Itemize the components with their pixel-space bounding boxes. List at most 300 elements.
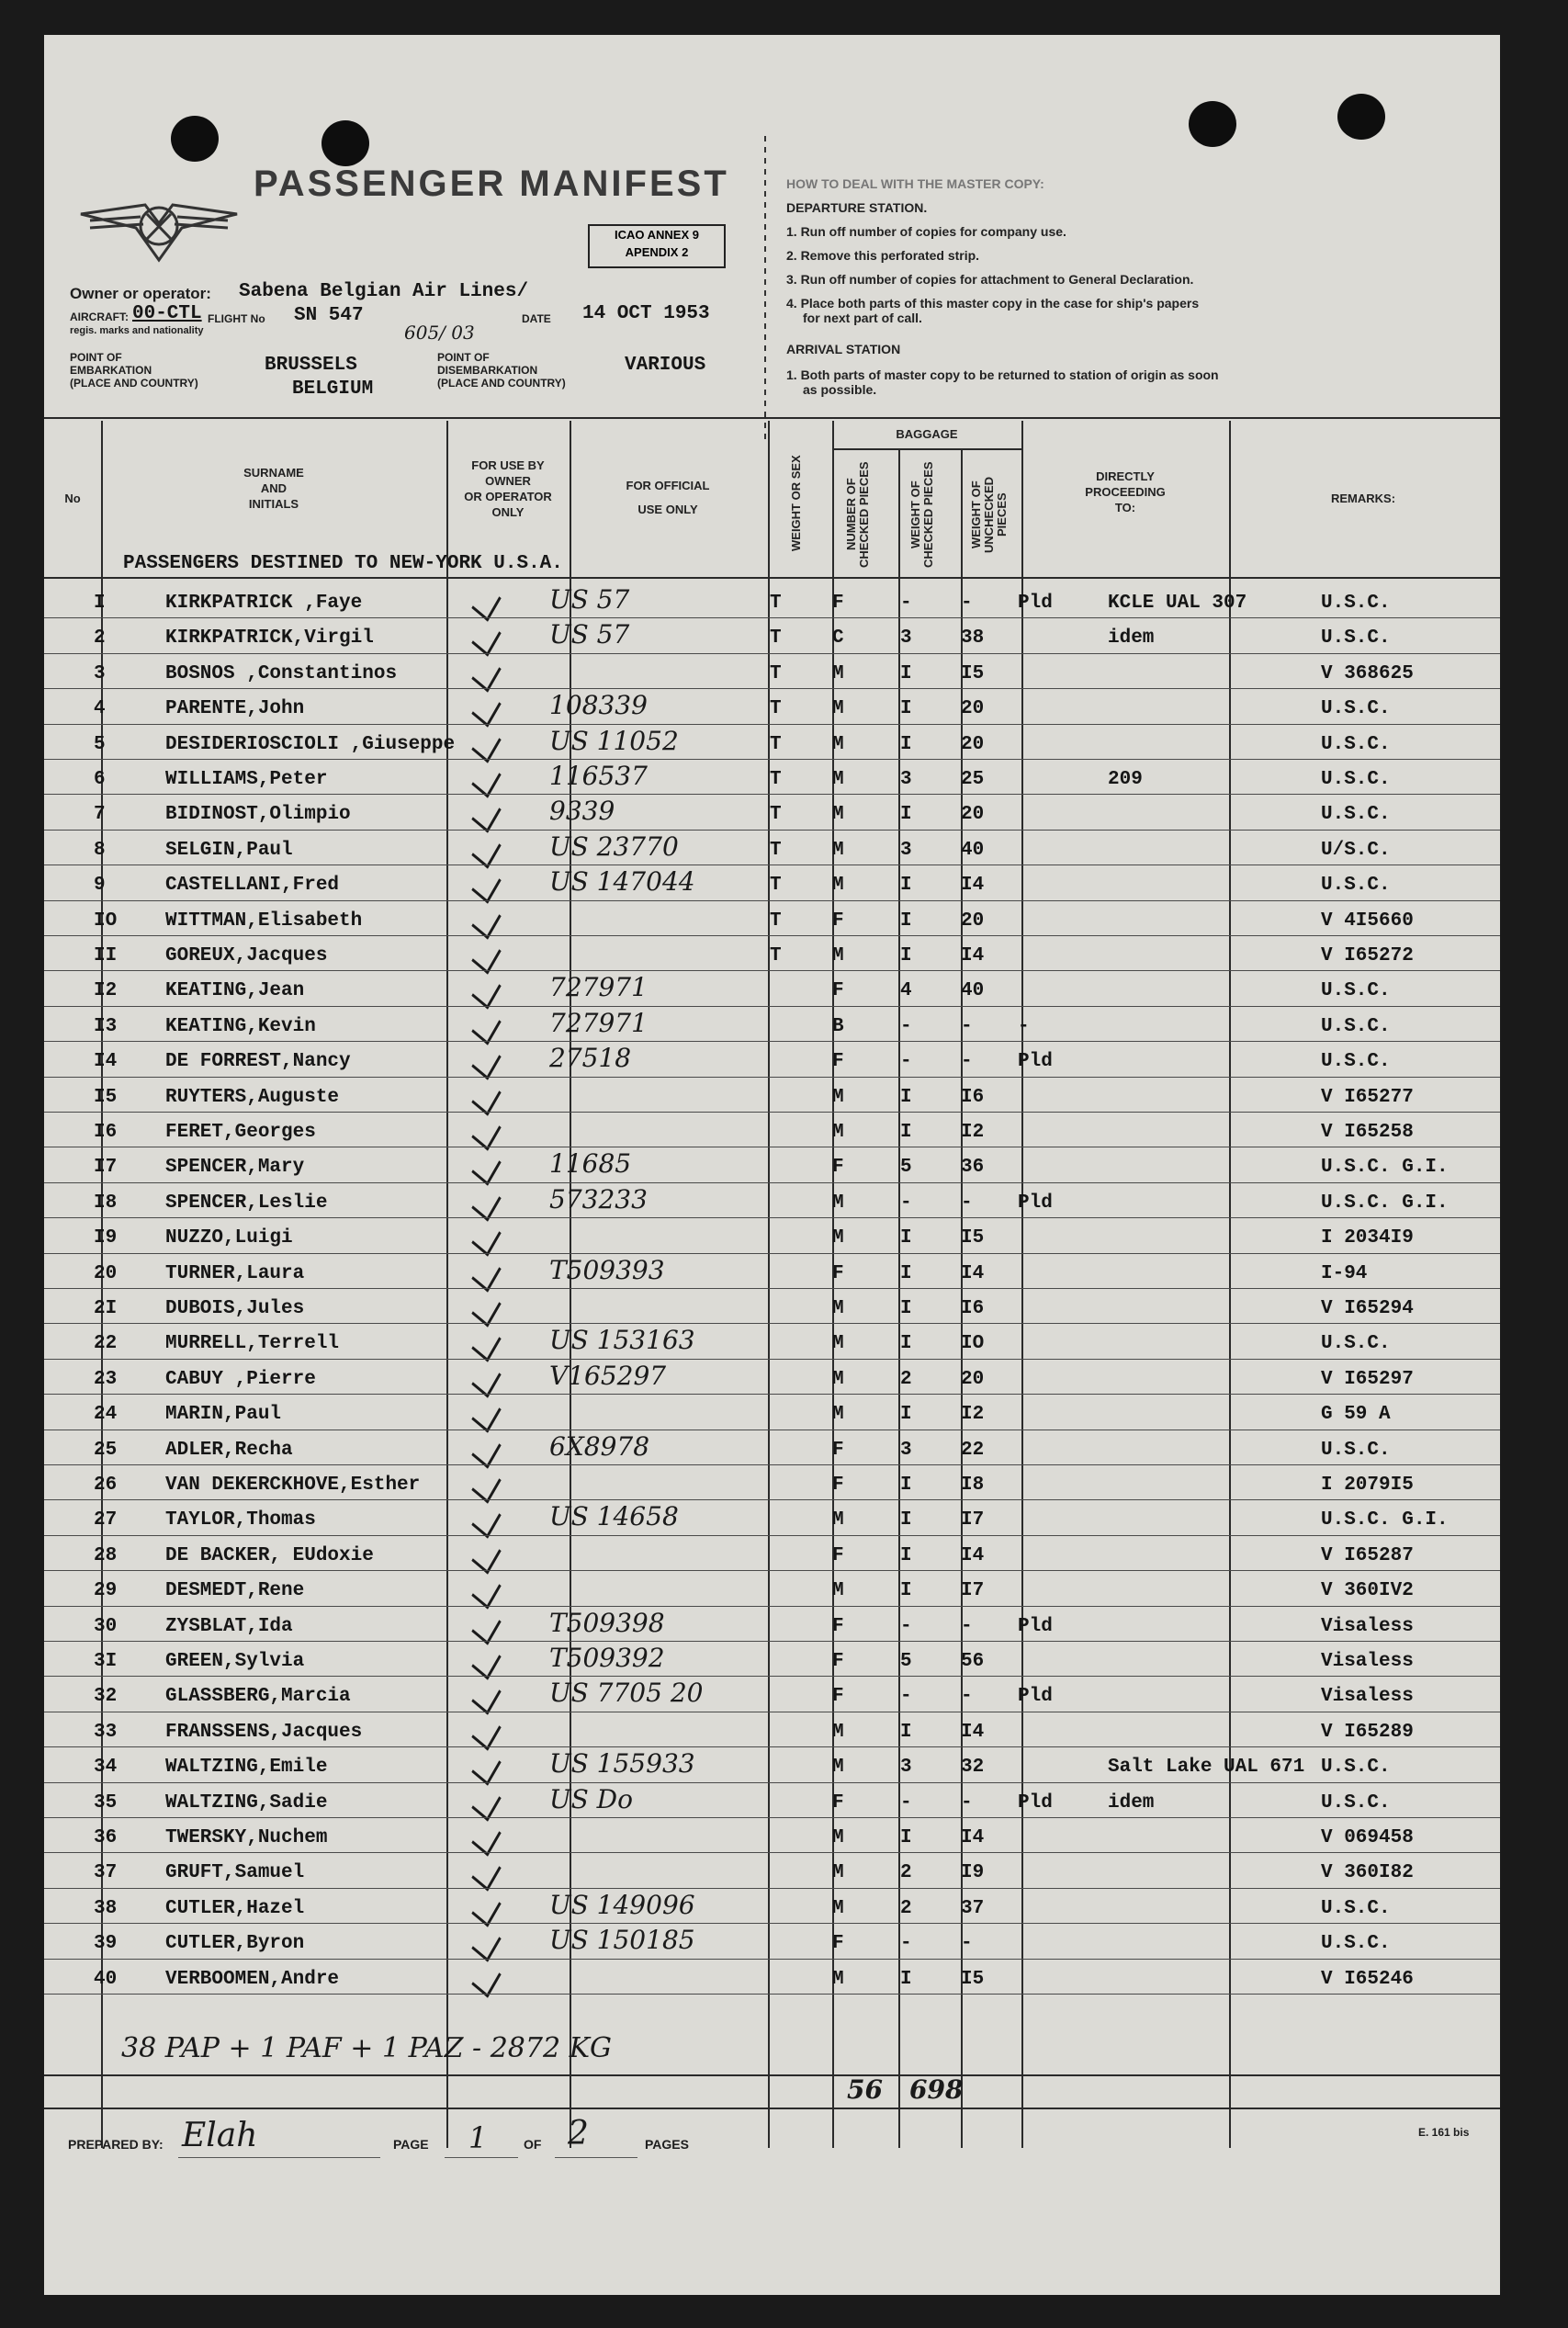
checked-weight: I8 — [961, 1475, 985, 1496]
checked-pieces: 5 — [900, 1157, 912, 1179]
page-line — [445, 2157, 518, 2158]
remarks: G 59 A — [1321, 1404, 1391, 1426]
embarkation-country: BELGIUM — [292, 379, 374, 400]
surname-h1: SURNAME — [243, 466, 304, 480]
weight-or-sex: B — [832, 1015, 844, 1037]
table-top-border — [44, 417, 1500, 419]
check-mark-icon — [471, 1044, 501, 1080]
passenger-name: KIRKPATRICK,Virgil — [165, 627, 374, 650]
page-number: 1 — [468, 2120, 488, 2155]
row-divider — [44, 1323, 1500, 1324]
date-label: DATE — [522, 312, 551, 325]
flight-label: FLIGHT No — [208, 312, 265, 325]
transit-mark: T — [770, 733, 782, 755]
transit-mark: T — [770, 662, 782, 684]
checked-weight: 20 — [961, 698, 985, 720]
row-divider — [44, 1217, 1500, 1218]
owner-h4: ONLY — [491, 505, 525, 519]
owner-reference: T509398 — [549, 1607, 665, 1638]
row-divider — [44, 1852, 1500, 1853]
prepared-by-label: PREPARED BY: — [68, 2137, 164, 2152]
passenger-name: CUTLER,Hazel — [165, 1897, 305, 1919]
proceeding-to: idem — [1108, 627, 1155, 650]
owner-reference: US Do — [549, 1783, 633, 1814]
icao-line-1: ICAO ANNEX 9 — [615, 228, 699, 242]
prepared-by-signature: Elah — [182, 2117, 258, 2154]
checked-pieces: I — [900, 1122, 912, 1143]
passenger-name: GLASSBERG,Marcia — [165, 1686, 351, 1708]
checked-pieces: I — [900, 1721, 912, 1743]
checked-weight: I5 — [961, 1227, 985, 1249]
row-number: 32 — [94, 1686, 118, 1708]
row-divider — [44, 617, 1500, 618]
owner-reference: US 11052 — [549, 725, 679, 756]
passenger-name: SPENCER,Mary — [165, 1157, 305, 1179]
col-weight-unchecked-header: WEIGHT OF UNCHECKED PIECES — [969, 476, 1009, 553]
table-row — [90, 1925, 1532, 1960]
checked-weight: 36 — [961, 1157, 985, 1179]
check-mark-icon — [471, 1255, 501, 1292]
row-number: 28 — [94, 1544, 118, 1566]
sabena-wings-logo — [72, 173, 246, 274]
checked-weight: I4 — [961, 1262, 985, 1284]
flight-value: SN 547 — [294, 305, 364, 326]
col-weight-checked-header: WEIGHT OF CHECKED PIECES — [908, 461, 935, 568]
check-mark-icon — [471, 1466, 501, 1503]
passenger-name: CASTELLANI,Fred — [165, 875, 340, 897]
table-row — [90, 1890, 1532, 1925]
row-divider — [44, 1182, 1500, 1183]
check-mark-icon — [471, 1361, 501, 1397]
row-divider — [44, 970, 1500, 971]
row-divider — [44, 1570, 1500, 1571]
check-mark-icon — [471, 1784, 501, 1821]
passenger-name: DESMEDT,Rene — [165, 1580, 305, 1602]
checked-weight: IO — [961, 1333, 985, 1355]
row-divider — [44, 1006, 1500, 1007]
remarks: V I65289 — [1321, 1721, 1414, 1743]
weight-or-sex: M — [832, 804, 844, 826]
remarks: U.S.C. — [1321, 593, 1391, 614]
weight-or-sex: M — [832, 733, 844, 755]
remarks: U.S.C. — [1321, 733, 1391, 755]
embarkation-label — [70, 351, 198, 390]
passenger-name: NUZZO,Luigi — [165, 1227, 293, 1249]
passenger-name: FERET,Georges — [165, 1122, 316, 1143]
checked-weight: 20 — [961, 910, 985, 932]
remarks: V I65258 — [1321, 1122, 1414, 1143]
check-mark-icon — [471, 620, 501, 657]
owner-reference: US 57 — [549, 619, 630, 650]
weight-or-sex: M — [832, 945, 844, 966]
transit-mark: T — [770, 910, 782, 932]
manifest-sheet — [44, 35, 1500, 2295]
passenger-name: PARENTE,John — [165, 698, 305, 720]
row-number: 23 — [94, 1368, 118, 1390]
passenger-name: CUTLER,Byron — [165, 1933, 305, 1955]
remarks: U.S.C. — [1321, 1051, 1391, 1073]
row-number: 3 — [94, 662, 106, 684]
table-row — [90, 1255, 1532, 1290]
row-number: 26 — [94, 1475, 118, 1496]
checked-weight: 40 — [961, 839, 985, 861]
row-number: 22 — [94, 1333, 118, 1355]
weight-or-sex: F — [832, 910, 844, 932]
row-number: 7 — [94, 804, 106, 826]
row-number: I2 — [94, 980, 118, 1002]
row-divider — [44, 1923, 1500, 1924]
remarks: V 4I5660 — [1321, 910, 1414, 932]
check-mark-icon — [471, 1926, 501, 1962]
remarks: U.S.C. G.I. — [1321, 1192, 1449, 1214]
owner-value: Sabena Belgian Air Lines/ — [239, 281, 529, 302]
weight-or-sex: M — [832, 1086, 844, 1108]
total-weight: 698 — [909, 2074, 964, 2105]
surname-h3: INITIALS — [248, 497, 299, 511]
weight-or-sex: M — [832, 1192, 844, 1214]
weight-or-sex: M — [832, 1509, 844, 1531]
row-number: 37 — [94, 1862, 118, 1884]
checked-pieces: - — [900, 1686, 912, 1708]
check-mark-icon — [471, 1819, 501, 1856]
table-row — [90, 1643, 1532, 1678]
passenger-name: GRUFT,Samuel — [165, 1862, 305, 1884]
remarks: U.S.C. — [1321, 769, 1391, 790]
owner-reference: T509393 — [549, 1254, 665, 1285]
check-mark-icon — [471, 1678, 501, 1715]
instruction-4: 4. Place both parts of this master copy in the case for ship's papers — [786, 296, 1200, 311]
check-mark-icon — [471, 1113, 501, 1150]
weight-or-sex: F — [832, 593, 844, 614]
departure-heading: DEPARTURE STATION. — [786, 200, 928, 215]
check-mark-icon — [471, 1502, 501, 1539]
owner-reference: 573233 — [549, 1183, 648, 1215]
row-divider — [44, 1959, 1500, 1960]
checked-weight: I2 — [961, 1122, 985, 1143]
check-mark-icon — [471, 1290, 501, 1327]
table-row — [90, 1079, 1532, 1113]
row-divider — [44, 1782, 1500, 1783]
row-divider — [44, 1464, 1500, 1465]
checked-pieces: I — [900, 1827, 912, 1848]
row-divider — [44, 935, 1500, 936]
punch-hole — [1189, 101, 1236, 147]
checked-pieces: I — [900, 875, 912, 897]
remarks: I-94 — [1321, 1262, 1368, 1284]
checked-pieces: I — [900, 662, 912, 684]
passenger-name: DESIDERIOSCIOLI ,Giuseppe — [165, 733, 456, 755]
checked-weight: I6 — [961, 1298, 985, 1319]
check-mark-icon — [471, 1184, 501, 1221]
passenger-name: VERBOOMEN,Andre — [165, 1968, 340, 1990]
disembark-label-1: POINT OF — [437, 351, 490, 364]
transit-mark: T — [770, 875, 782, 897]
embark-label-2: EMBARKATION — [70, 364, 152, 377]
weight-or-sex: M — [832, 1968, 844, 1990]
check-mark-icon — [471, 1537, 501, 1574]
form-code: E. 161 bis — [1418, 2126, 1470, 2139]
passenger-name: GREEN,Sylvia — [165, 1651, 305, 1672]
checked-pieces: I — [900, 1475, 912, 1496]
weight-or-sex: M — [832, 1122, 844, 1143]
remarks: V I65272 — [1321, 945, 1414, 966]
table-row — [90, 866, 1532, 901]
arrival-heading: ARRIVAL STATION — [786, 342, 901, 356]
remarks: V 360I82 — [1321, 1862, 1414, 1884]
table-row — [90, 1290, 1532, 1325]
passenger-name: BIDINOST,Olimpio — [165, 804, 351, 826]
table-row — [90, 1678, 1532, 1712]
transit-mark: T — [770, 945, 782, 966]
check-mark-icon — [471, 1396, 501, 1433]
weight-or-sex: M — [832, 1862, 844, 1884]
row-divider — [44, 1112, 1500, 1113]
remarks: U.S.C. G.I. — [1321, 1157, 1449, 1179]
proceeding-h2: PROCEEDING — [1085, 485, 1166, 499]
transit-mark: T — [770, 698, 782, 720]
remarks: U.S.C. — [1321, 1757, 1391, 1779]
owner-h3: OR OPERATOR — [464, 490, 552, 503]
row-number: 9 — [94, 875, 106, 897]
passenger-name: WALTZING,Emile — [165, 1757, 328, 1779]
row-divider — [44, 794, 1500, 795]
table-row — [90, 690, 1532, 725]
perforated-strip — [764, 136, 766, 439]
remarks: U.S.C. — [1321, 627, 1391, 650]
remarks: V I65287 — [1321, 1544, 1414, 1566]
checked-pieces: 3 — [900, 1439, 912, 1461]
checked-weight: - — [961, 1791, 973, 1814]
row-divider — [44, 724, 1500, 725]
row-number: I5 — [94, 1086, 118, 1108]
row-number: 20 — [94, 1262, 118, 1284]
remarks: Visaless — [1321, 1686, 1414, 1708]
table-row — [90, 1572, 1532, 1607]
owner-reference: US 155933 — [549, 1748, 695, 1780]
weight-or-sex: M — [832, 1404, 844, 1426]
owner-reference: 6X8978 — [549, 1430, 650, 1462]
owner-reference: US 7705 20 — [549, 1678, 704, 1709]
row-divider — [44, 900, 1500, 901]
remarks: V 069458 — [1321, 1827, 1414, 1848]
punch-hole — [321, 120, 369, 166]
weight-or-sex: M — [832, 1580, 844, 1602]
checked-weight: I4 — [961, 945, 985, 966]
passenger-name: MARIN,Paul — [165, 1404, 282, 1426]
remarks: U.S.C. — [1321, 1333, 1391, 1355]
table-row — [90, 1219, 1532, 1254]
table-row — [90, 1148, 1532, 1183]
transit-mark: T — [770, 839, 782, 861]
weight-or-sex: F — [832, 1051, 844, 1073]
passenger-name: ZYSBLAT,Ida — [165, 1615, 293, 1637]
checked-pieces: I — [900, 1509, 912, 1531]
remarks: V I65246 — [1321, 1968, 1414, 1990]
col-official-header — [573, 474, 762, 522]
col-surname-header — [118, 465, 430, 512]
owner-reference: 727971 — [549, 972, 648, 1003]
instruction-3: 3. Run off number of copies for attachment to General Declaration. — [786, 272, 1194, 287]
passenger-name: SPENCER,Leslie — [165, 1192, 328, 1214]
owner-reference: 27518 — [549, 1043, 632, 1074]
table-row — [90, 1819, 1532, 1854]
row-number: I6 — [94, 1122, 118, 1143]
proceeding-to: KCLE UAL 307 — [1108, 593, 1247, 614]
row-number: 40 — [94, 1968, 118, 1990]
row-number: I7 — [94, 1157, 118, 1179]
embark-label-3: (PLACE AND COUNTRY) — [70, 377, 198, 390]
passenger-name: KEATING,Kevin — [165, 1015, 316, 1037]
table-row — [90, 619, 1532, 654]
checked-pieces: 5 — [900, 1651, 912, 1672]
weight-or-sex: F — [832, 1439, 844, 1461]
page-label: PAGE — [393, 2137, 429, 2152]
passenger-name: FRANSSENS,Jacques — [165, 1721, 363, 1743]
check-mark-icon — [471, 1149, 501, 1186]
weight-or-sex: F — [832, 1475, 844, 1496]
proceeding-h1: DIRECTLY — [1096, 469, 1155, 483]
aircraft-label: AIRCRAFT: — [70, 311, 129, 323]
total-pages: 2 — [568, 2115, 589, 2153]
checked-pieces: - — [900, 1015, 912, 1037]
row-number: I3 — [94, 1015, 118, 1037]
row-number: 38 — [94, 1897, 118, 1919]
passenger-name: WITTMAN,Elisabeth — [165, 910, 363, 932]
checked-weight: - — [961, 1015, 973, 1037]
owner-h1: FOR USE BY — [471, 458, 545, 472]
remarks: I 2034I9 — [1321, 1227, 1414, 1249]
checked-weight: 32 — [961, 1757, 985, 1779]
weight-or-sex: M — [832, 1721, 844, 1743]
owner-label: Owner or operator: — [70, 285, 211, 302]
punch-hole — [1337, 94, 1385, 140]
arrival-instruction-1b: as possible. — [803, 382, 877, 397]
remarks: U.S.C. — [1321, 1897, 1391, 1919]
row-divider — [44, 1077, 1500, 1078]
passenger-name: GOREUX,Jacques — [165, 945, 328, 966]
table-row — [90, 761, 1532, 796]
pages-line — [555, 2157, 637, 2158]
passenger-name: VAN DEKERCKHOVE,Esther — [165, 1475, 421, 1496]
header-bottom-border — [44, 577, 1500, 579]
weight-or-sex: M — [832, 1827, 844, 1848]
checked-pieces: 2 — [900, 1862, 912, 1884]
passenger-name: KEATING,Jean — [165, 980, 305, 1002]
check-mark-icon — [471, 1890, 501, 1927]
owner-reference: 9339 — [549, 796, 615, 827]
owner-reference: 116537 — [549, 761, 648, 791]
row-divider — [44, 1288, 1500, 1289]
col-num-checked-header: NUMBER OF CHECKED PIECES — [844, 461, 871, 568]
of-label: OF — [524, 2137, 542, 2152]
table-row — [90, 1396, 1532, 1430]
check-mark-icon — [471, 1713, 501, 1750]
checked-pieces: I — [900, 1544, 912, 1566]
checked-weight: 56 — [961, 1651, 985, 1672]
row-divider — [44, 1817, 1500, 1818]
passenger-name: WILLIAMS,Peter — [165, 769, 328, 790]
checked-pieces: I — [900, 945, 912, 966]
owner-reference: US 57 — [549, 584, 630, 615]
weight-or-sex: F — [832, 1933, 844, 1955]
row-number: 35 — [94, 1791, 118, 1814]
row-divider — [44, 1641, 1500, 1642]
table-row — [90, 1854, 1532, 1889]
unchecked-weight: Pld — [1018, 593, 1053, 614]
check-mark-icon — [471, 761, 501, 797]
icao-annex-box — [588, 224, 726, 268]
weight-or-sex: M — [832, 1298, 844, 1319]
passenger-name: BOSNOS ,Constantinos — [165, 662, 398, 684]
disembark-label-3: (PLACE AND COUNTRY) — [437, 377, 566, 390]
checked-weight: - — [961, 1933, 973, 1955]
row-divider — [44, 653, 1500, 654]
row-divider — [44, 1888, 1500, 1889]
col-baggage-header: BAGGAGE — [896, 427, 958, 441]
table-row — [90, 1713, 1532, 1748]
checked-weight: 40 — [961, 980, 985, 1002]
destination-note: PASSENGERS DESTINED TO NEW-YORK U.S.A. — [123, 553, 563, 574]
check-mark-icon — [471, 726, 501, 763]
checked-pieces: - — [900, 1791, 912, 1814]
checked-weight: I6 — [961, 1086, 985, 1108]
weight-or-sex: F — [832, 1615, 844, 1637]
table-row — [90, 1466, 1532, 1501]
checked-pieces: 2 — [900, 1897, 912, 1919]
table-row — [90, 1537, 1532, 1572]
checked-weight: - — [961, 1615, 973, 1637]
row-divider — [44, 1676, 1500, 1677]
owner-reference: T509392 — [549, 1643, 665, 1673]
weight-or-sex: M — [832, 662, 844, 684]
col-owner-header — [450, 458, 566, 520]
checked-pieces: I — [900, 1086, 912, 1108]
checked-pieces: 4 — [900, 980, 912, 1002]
checked-pieces: I — [900, 1298, 912, 1319]
checked-weight: I4 — [961, 1544, 985, 1566]
passenger-name: TWERSKY,Nuchem — [165, 1827, 328, 1848]
passenger-name: DE BACKER, EUdoxie — [165, 1544, 374, 1566]
col-no-header: No — [64, 492, 81, 505]
table-row — [90, 796, 1532, 831]
owner-reference: 727971 — [549, 1007, 648, 1038]
check-mark-icon — [471, 867, 501, 904]
row-number: 39 — [94, 1933, 118, 1955]
owner-reference: V165297 — [549, 1360, 667, 1391]
checked-pieces: I — [900, 1262, 912, 1284]
check-mark-icon — [471, 831, 501, 868]
col-remarks-header: REMARKS: — [1330, 492, 1396, 505]
transit-mark: T — [770, 627, 782, 650]
passenger-name: TURNER,Laura — [165, 1262, 305, 1284]
table-row — [90, 1184, 1532, 1219]
check-mark-icon — [471, 1008, 501, 1045]
check-mark-icon — [471, 1079, 501, 1115]
checked-weight: - — [961, 1192, 973, 1214]
instruction-1: 1. Run off number of copies for company use. — [786, 224, 1066, 239]
checked-pieces: - — [900, 1615, 912, 1637]
col-weight-sex-header: WEIGHT OR SEX — [789, 455, 803, 552]
table-row — [90, 1608, 1532, 1643]
row-divider — [44, 1746, 1500, 1747]
remarks: U.S.C. — [1321, 980, 1391, 1002]
row-divider — [44, 688, 1500, 689]
check-mark-icon — [471, 691, 501, 728]
checked-weight: I9 — [961, 1862, 985, 1884]
aircraft-sub: regis. marks and nationality — [70, 325, 204, 336]
table-row — [90, 831, 1532, 866]
row-divider — [44, 1394, 1500, 1395]
